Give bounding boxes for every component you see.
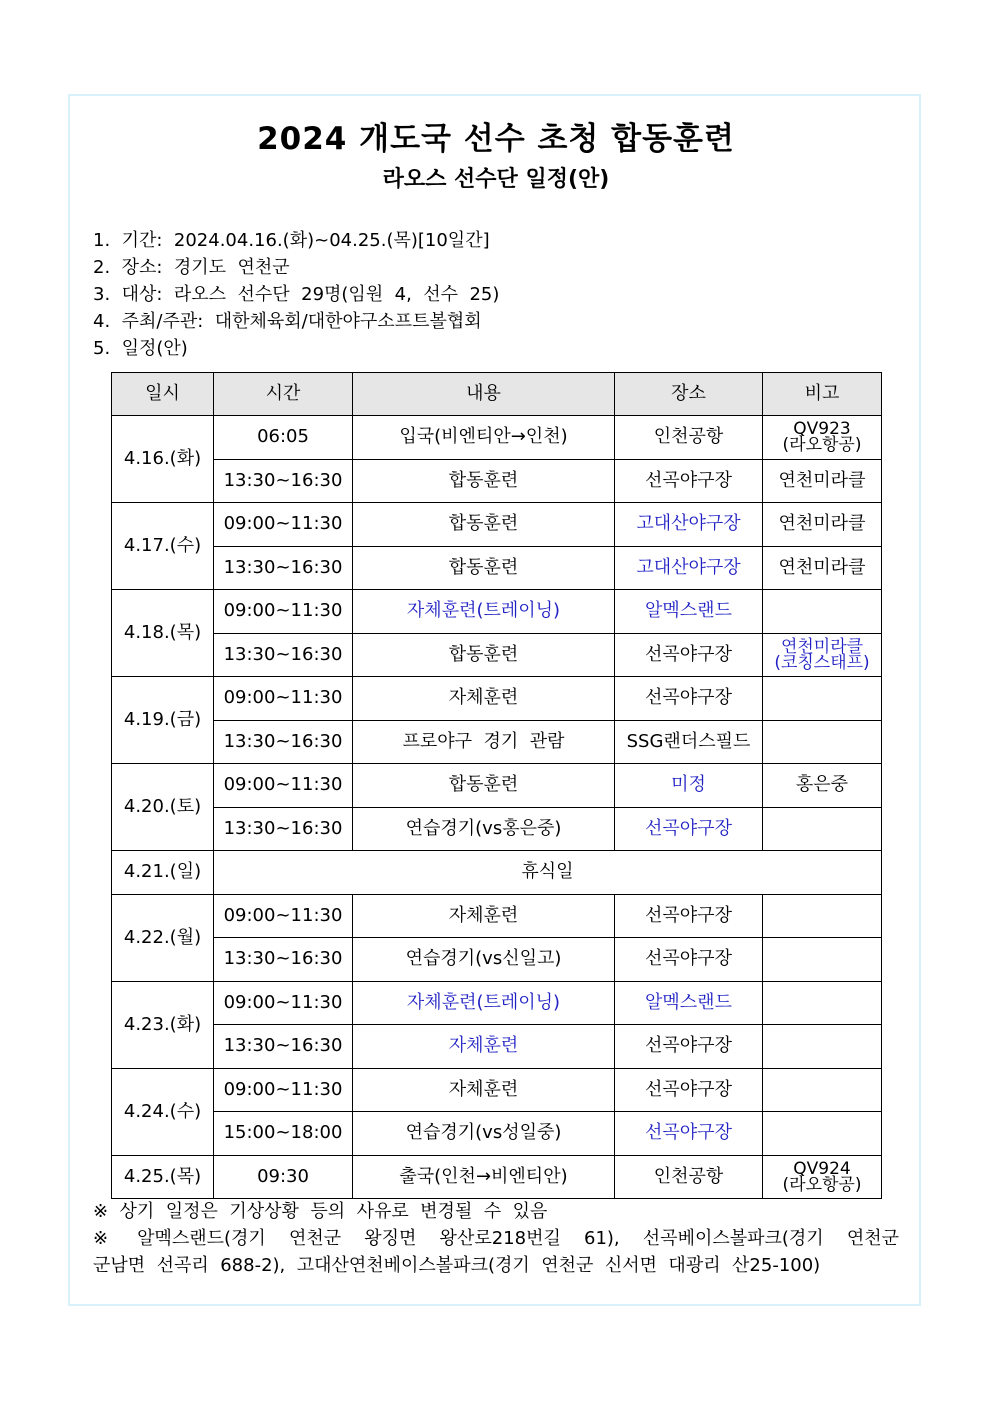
table-row <box>112 1155 882 1199</box>
cell-place: 인천공항 <box>615 1155 763 1199</box>
table-row <box>112 503 882 547</box>
cell-content: 자체훈련 <box>353 677 615 721</box>
cell-note <box>763 938 882 982</box>
table-header-row <box>112 373 882 416</box>
cell-content: 합동훈련 <box>353 633 615 677</box>
table-row <box>112 590 882 634</box>
cell-place: 선곡야구장 <box>615 677 763 721</box>
cell-time: 09:00~11:30 <box>214 764 353 808</box>
cell-time: 09:00~11:30 <box>214 590 353 634</box>
cell-content: 출국(인천→비엔티안) <box>353 1155 615 1199</box>
cell-time: 09:00~11:30 <box>214 677 353 721</box>
table-row <box>112 764 882 808</box>
cell-time: 13:30~16:30 <box>214 807 353 851</box>
schedule-table <box>111 372 882 1199</box>
table-row <box>112 1025 882 1069</box>
cell-place: 선곡야구장 <box>615 1068 763 1112</box>
info-list <box>93 227 499 362</box>
cell-note <box>763 590 882 634</box>
table-row <box>112 894 882 938</box>
cell-content: 자체훈련 <box>353 1068 615 1112</box>
cell-date: 4.21.(일) <box>112 851 214 895</box>
cell-place: 선곡야구장 <box>615 1025 763 1069</box>
cell-time: 13:30~16:30 <box>214 546 353 590</box>
cell-note: 연천미라클 (코칭스태프) <box>763 633 882 677</box>
document-subtitle: 라오스 선수단 일정(안) <box>382 167 610 192</box>
table-row <box>112 677 882 721</box>
cell-date: 4.23.(화) <box>112 981 214 1068</box>
cell-content: 연습경기(vs성일중) <box>353 1112 615 1156</box>
cell-date: 4.17.(수) <box>112 503 214 590</box>
cell-time: 09:00~11:30 <box>214 894 353 938</box>
cell-content: 연습경기(vs신일고) <box>353 938 615 982</box>
cell-time: 09:00~11:30 <box>214 981 353 1025</box>
footnote-weather: ※ 상기 일정은 기상상황 등의 사유로 변경될 수 있음 <box>93 1201 548 1222</box>
cell-date: 4.16.(화) <box>112 416 214 503</box>
footnotes <box>93 1198 899 1279</box>
table-row <box>112 416 882 460</box>
cell-place: 알멕스랜드 <box>615 590 763 634</box>
table-row <box>112 546 882 590</box>
cell-place: 선곡야구장 <box>615 459 763 503</box>
cell-date: 4.19.(금) <box>112 677 214 764</box>
cell-note <box>763 981 882 1025</box>
cell-place: 고대산야구장 <box>615 503 763 547</box>
footnote-venues: ※ 알멕스랜드(경기 연천군 왕징면 왕산로218번길 61), 선곡베이스볼파크(경기 연천군 <box>93 1228 899 1249</box>
cell-content: 합동훈련 <box>353 764 615 808</box>
cell-time: 06:05 <box>214 416 353 460</box>
cell-time: 13:30~16:30 <box>214 459 353 503</box>
cell-date: 4.20.(토) <box>112 764 214 851</box>
table-row <box>112 938 882 982</box>
cell-date: 4.24.(수) <box>112 1068 214 1155</box>
cell-note <box>763 1068 882 1112</box>
document-title: 2024 개도국 선수 초청 합동훈련 <box>257 121 735 157</box>
table-row <box>112 807 882 851</box>
header-time: 시간 <box>214 373 353 416</box>
cell-time: 15:00~18:00 <box>214 1112 353 1156</box>
cell-place: 선곡야구장 <box>615 807 763 851</box>
cell-time: 09:30 <box>214 1155 353 1199</box>
cell-note <box>763 1025 882 1069</box>
header-place: 장소 <box>615 373 763 416</box>
cell-note: 연천미라클 <box>763 546 882 590</box>
table-row <box>112 459 882 503</box>
cell-note <box>763 677 882 721</box>
info-organizer: 4. 주최/주관: 대한체육회/대한야구소프트볼협회 <box>93 311 482 332</box>
header-note: 비고 <box>763 373 882 416</box>
header-content: 내용 <box>353 373 615 416</box>
cell-note <box>763 807 882 851</box>
cell-time: 09:00~11:30 <box>214 503 353 547</box>
cell-note: QV924 (라오항공) <box>763 1155 882 1199</box>
cell-place: 미정 <box>615 764 763 808</box>
cell-content: 자체훈련(트레이닝) <box>353 981 615 1025</box>
cell-content: 합동훈련 <box>353 503 615 547</box>
cell-place: SSG랜더스필드 <box>615 720 763 764</box>
cell-date: 4.25.(목) <box>112 1155 214 1199</box>
cell-date: 4.22.(월) <box>112 894 214 981</box>
cell-note: QV923 (라오항공) <box>763 416 882 460</box>
cell-place: 선곡야구장 <box>615 938 763 982</box>
cell-content: 연습경기(vs홍은중) <box>353 807 615 851</box>
cell-content: 자체훈련 <box>353 1025 615 1069</box>
cell-content: 프로야구 경기 관람 <box>353 720 615 764</box>
table-row <box>112 851 882 895</box>
cell-time: 13:30~16:30 <box>214 1025 353 1069</box>
cell-note: 홍은중 <box>763 764 882 808</box>
cell-place: 인천공항 <box>615 416 763 460</box>
header-date: 일시 <box>112 373 214 416</box>
cell-date: 4.18.(목) <box>112 590 214 677</box>
cell-content: 자체훈련 <box>353 894 615 938</box>
table-row <box>112 981 882 1025</box>
cell-note <box>763 1112 882 1156</box>
cell-content: 합동훈련 <box>353 459 615 503</box>
cell-note <box>763 894 882 938</box>
cell-content: 입국(비엔티안→인천) <box>353 416 615 460</box>
cell-time: 13:30~16:30 <box>214 938 353 982</box>
info-period: 1. 기간: 2024.04.16.(화)~04.25.(목)[10일간] <box>93 230 490 251</box>
cell-note <box>763 720 882 764</box>
cell-place: 선곡야구장 <box>615 894 763 938</box>
cell-place: 선곡야구장 <box>615 1112 763 1156</box>
cell-note: 연천미라클 <box>763 503 882 547</box>
table-row <box>112 633 882 677</box>
info-location: 2. 장소: 경기도 연천군 <box>93 257 290 278</box>
footnote-venues-cont: 군남면 선곡리 688-2), 고대산연천베이스볼파크(경기 연천군 신서면 대광리 산25-100) <box>93 1255 821 1276</box>
schedule-body <box>112 416 882 1199</box>
cell-rest: 휴식일 <box>214 851 882 895</box>
info-target: 3. 대상: 라오스 선수단 29명(임원 4, 선수 25) <box>93 284 500 305</box>
cell-content: 자체훈련(트레이닝) <box>353 590 615 634</box>
table-row <box>112 1112 882 1156</box>
cell-content: 합동훈련 <box>353 546 615 590</box>
cell-time: 13:30~16:30 <box>214 633 353 677</box>
cell-place: 고대산야구장 <box>615 546 763 590</box>
info-schedule-label: 5. 일정(안) <box>93 338 188 359</box>
cell-time: 09:00~11:30 <box>214 1068 353 1112</box>
cell-place: 알멕스랜드 <box>615 981 763 1025</box>
table-row <box>112 720 882 764</box>
cell-time: 13:30~16:30 <box>214 720 353 764</box>
table-row <box>112 1068 882 1112</box>
cell-note: 연천미라클 <box>763 459 882 503</box>
cell-place: 선곡야구장 <box>615 633 763 677</box>
